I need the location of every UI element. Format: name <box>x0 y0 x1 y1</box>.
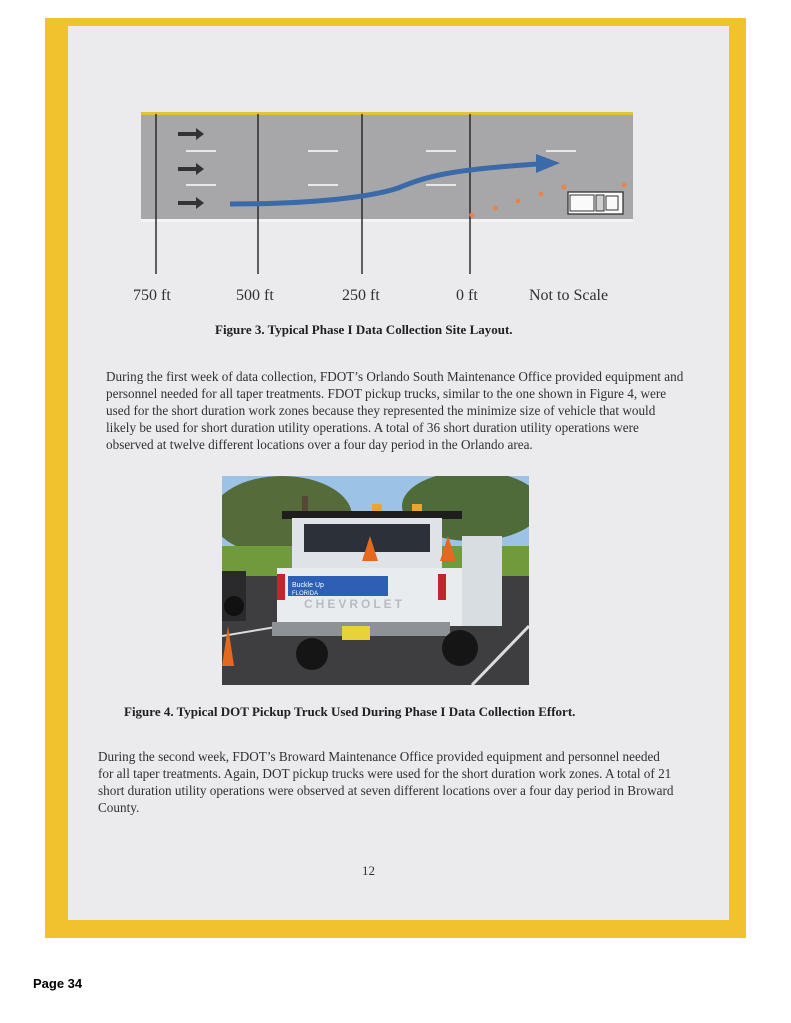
distance-label-250: 250 ft <box>342 287 380 304</box>
scale-note: Not to Scale <box>529 287 609 304</box>
page-footer: Page 34 <box>33 976 83 991</box>
truck-sign-line2: FLORIDA <box>292 591 319 597</box>
road-bottom-edge-line <box>141 219 633 222</box>
site-layout-diagram <box>68 26 729 326</box>
distance-label-0: 0 ft <box>456 287 478 304</box>
distance-label-750: 750 ft <box>133 287 171 304</box>
truck-sign-line1: Buckle Up <box>292 582 324 589</box>
page-number: 12 <box>362 863 375 878</box>
document-page <box>68 26 729 920</box>
road-top-edge-line <box>141 112 633 115</box>
pickup-truck-icon <box>568 192 623 214</box>
figure-4-caption: Figure 4. Typical DOT Pickup Truck Used During Phase I Data Collection Effort. <box>124 704 576 719</box>
distance-label-500: 500 ft <box>236 287 274 304</box>
paragraph-broward: During the second week, FDOT’s Broward Maintenance Office provided equipment and personnel needed for all taper treatments. Again, DOT pickup trucks were used for the short duration work zones. A total of 21 short duration utility operations were observed at seven different locations over a four day period in Broward County. <box>98 749 674 815</box>
paragraph-orlando: During the first week of data collection, FDOT’s Orlando South Maintenance Office provided equipment and personnel needed for all taper treatments. FDOT pickup trucks, similar to the one shown in Figure 4, were used for the short duration work zones because they represented the minimize size of vehicle that would likely be used for short duration utility operations. A total of 36 short duration utility operations were observed at twelve different locations over a four day period in the Orlando area. <box>106 369 684 452</box>
truck-brand-text: CHEVROLET <box>304 597 406 611</box>
figure-3-caption: Figure 3. Typical Phase I Data Collection Site Layout. <box>215 322 513 337</box>
pickup-truck-photo <box>222 476 529 685</box>
road-surface <box>141 114 633 222</box>
